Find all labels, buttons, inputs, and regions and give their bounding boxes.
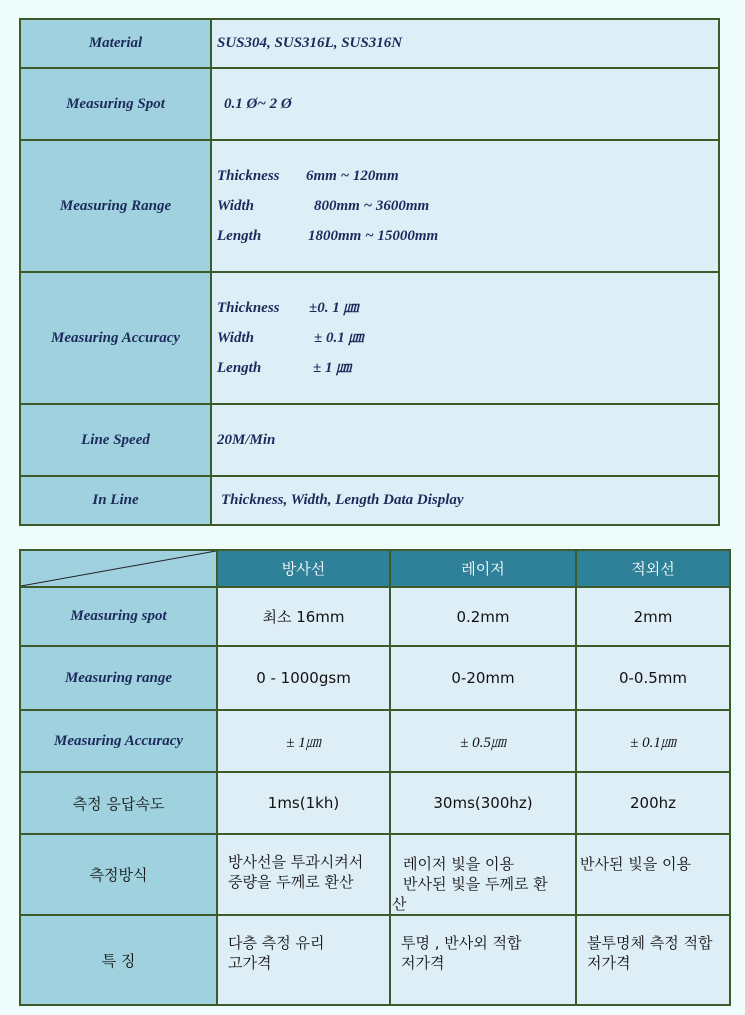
accuracy-thickness-value: ±0. 1 ㎛ <box>309 300 359 316</box>
cell-accuracy-radiation: ± 1㎛ <box>217 710 390 772</box>
cell-spot-infrared: 2mm <box>576 587 730 646</box>
cell-speed-radiation: 1ms(1kh) <box>217 772 390 834</box>
range-width-key: Width <box>217 198 254 214</box>
accuracy-length-value: ± 1 ㎛ <box>313 360 352 376</box>
measuring-spot-value: 0.1 Ø~ 2 Ø <box>211 68 719 140</box>
range-length-value: 1800mm ~ 15000mm <box>308 228 439 244</box>
cell-accuracy-laser: ± 0.5㎛ <box>390 710 576 772</box>
row-label-measuring-accuracy: Measuring Accuracy <box>20 710 217 772</box>
features-infrared-line-2: 저가격 <box>587 954 631 972</box>
method-laser-line-3: 산 <box>392 895 407 913</box>
cell-range-radiation: 0 - 1000gsm <box>217 646 390 710</box>
compare-row-method <box>20 834 730 915</box>
accuracy-length-key: Length <box>217 360 262 376</box>
row-label-method: 측정방식 <box>20 834 217 915</box>
measuring-range-values <box>211 140 719 272</box>
measuring-accuracy-label: Measuring Accuracy <box>20 272 211 404</box>
range-thickness-key: Thickness <box>217 168 280 184</box>
accuracy-width-key: Width <box>217 330 254 346</box>
header-corner-cell <box>20 550 217 587</box>
spec-table <box>19 18 720 526</box>
cell-accuracy-infrared: ± 0.1㎛ <box>576 710 730 772</box>
range-thickness <box>217 161 718 191</box>
in-line-value: Thickness, Width, Length Data Display <box>211 476 719 525</box>
in-line-label: In Line <box>20 476 211 525</box>
material-label: Material <box>20 19 211 68</box>
spec-row-measuring-accuracy <box>20 272 719 404</box>
row-label-measuring-range: Measuring range <box>20 646 217 710</box>
cell-method-laser <box>390 834 576 915</box>
cell-spot-laser: 0.2mm <box>390 587 576 646</box>
cell-spot-radiation: 최소 16mm <box>217 587 390 646</box>
method-infrared-line-1: 반사된 빛을 이용 <box>580 855 691 873</box>
features-laser-line-1: 투명 , 반사외 적합 <box>401 934 522 952</box>
range-width-value: 800mm ~ 3600mm <box>314 198 430 214</box>
features-infrared-line-1: 불투명체 측정 적합 <box>587 934 713 952</box>
compare-row-measuring-range <box>20 646 730 710</box>
spec-row-line-speed <box>20 404 719 476</box>
method-laser-line-1: 레이저 빛을 이용 <box>403 855 514 873</box>
method-radiation-line-1: 방사선을 투과시켜서 <box>228 853 364 871</box>
accuracy-length <box>217 353 718 383</box>
cell-speed-infrared: 200hz <box>576 772 730 834</box>
range-length-key: Length <box>217 228 262 244</box>
row-label-measuring-spot: Measuring spot <box>20 587 217 646</box>
header-infrared: 적외선 <box>576 550 730 587</box>
measuring-spot-label: Measuring Spot <box>20 68 211 140</box>
features-radiation-line-1: 다층 측정 유리 <box>228 934 325 952</box>
range-length <box>217 221 718 251</box>
corner-diagonal-line <box>21 551 216 586</box>
cell-method-infrared <box>576 834 730 915</box>
cell-method-radiation <box>217 834 390 915</box>
features-radiation-line-2: 고가격 <box>228 954 272 972</box>
material-value: SUS304, SUS316L, SUS316N <box>211 19 719 68</box>
row-label-features: 특 징 <box>20 915 217 1005</box>
compare-row-response-speed <box>20 772 730 834</box>
cell-features-radiation <box>217 915 390 1005</box>
compare-header-row <box>20 550 730 587</box>
accuracy-thickness-key: Thickness <box>217 300 280 316</box>
spec-row-material <box>20 19 719 68</box>
method-laser-line-2: 반사된 빛을 두께로 환 <box>403 875 548 893</box>
line-speed-value: 20M/Min <box>211 404 719 476</box>
accuracy-width-value: ± 0.1 ㎛ <box>314 330 364 346</box>
cell-speed-laser: 30ms(300hz) <box>390 772 576 834</box>
spec-row-in-line <box>20 476 719 525</box>
cell-features-laser <box>390 915 576 1005</box>
cell-range-infrared: 0-0.5mm <box>576 646 730 710</box>
measuring-range-label: Measuring Range <box>20 140 211 272</box>
header-radiation: 방사선 <box>217 550 390 587</box>
row-label-response-speed: 측정 응답속도 <box>20 772 217 834</box>
compare-row-measuring-spot <box>20 587 730 646</box>
spec-row-measuring-range <box>20 140 719 272</box>
compare-table <box>19 549 731 1006</box>
spec-row-measuring-spot <box>20 68 719 140</box>
range-width <box>217 191 718 221</box>
line-speed-label: Line Speed <box>20 404 211 476</box>
cell-features-infrared <box>576 915 730 1005</box>
cell-range-laser: 0-20mm <box>390 646 576 710</box>
compare-row-measuring-accuracy <box>20 710 730 772</box>
header-laser: 레이저 <box>390 550 576 587</box>
compare-row-features <box>20 915 730 1005</box>
accuracy-thickness <box>217 293 718 323</box>
range-thickness-value: 6mm ~ 120mm <box>306 168 399 184</box>
features-laser-line-2: 저가격 <box>401 954 445 972</box>
accuracy-width <box>217 323 718 353</box>
measuring-accuracy-values <box>211 272 719 404</box>
method-radiation-line-2: 중량을 두께로 환산 <box>228 873 354 891</box>
